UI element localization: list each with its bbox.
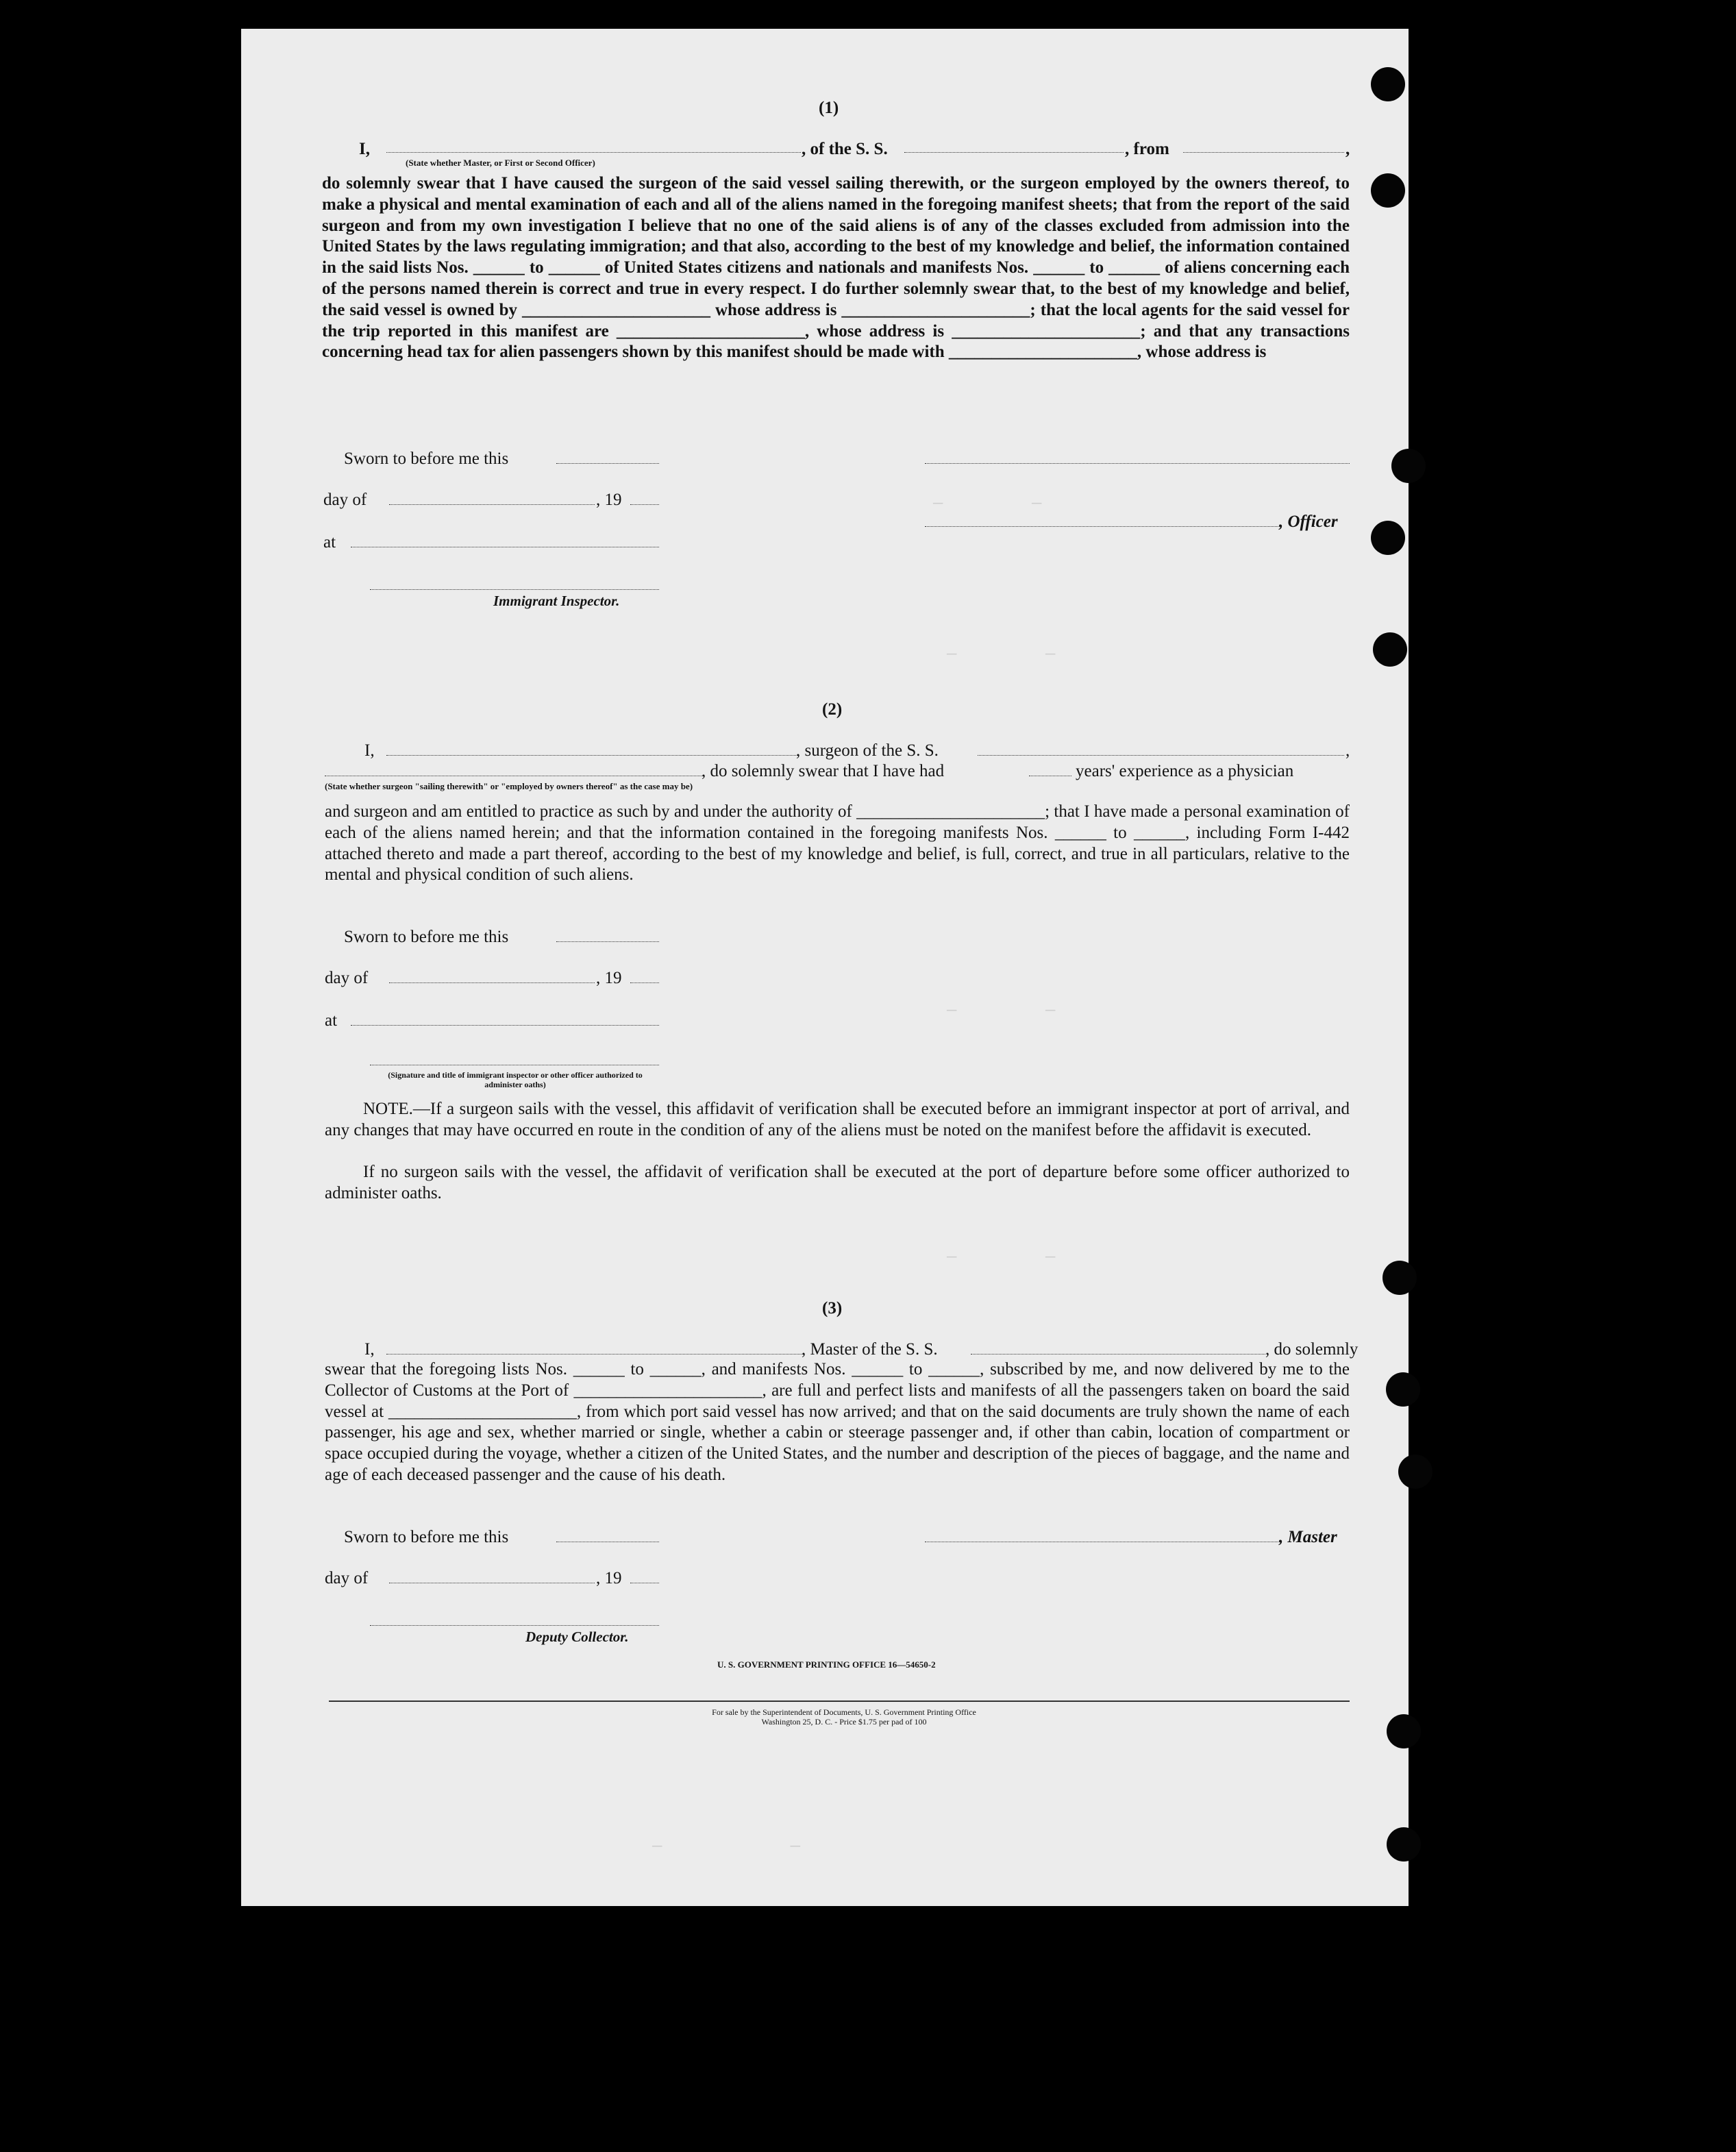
deputy-collector-label: Deputy Collector. — [525, 1629, 629, 1645]
swear-had-label: , do solemnly swear that I have had — [702, 762, 945, 780]
bleed-through-mark: — — — [947, 645, 1056, 664]
section-2-number: (2) — [822, 700, 843, 719]
sworn-day-field-2[interactable] — [556, 941, 659, 942]
year-label-1: , 19 — [596, 491, 622, 509]
sale-notice-line-2: Washington 25, D. C. - Price $1.75 per pad of 100 — [761, 1717, 927, 1727]
officer-signature-field[interactable] — [925, 463, 1350, 464]
year-field-2[interactable] — [630, 982, 659, 983]
affiant-i-label-2: I, — [364, 741, 375, 760]
years-experience-label: years' experience as a physician — [1076, 762, 1294, 780]
punch-hole — [1398, 1455, 1433, 1489]
section-2-oath-text: and surgeon and am entitled to practice as such by and under the authority of ______________________; that I have made a personal examination of each of the aliens named herein; and that the information contained in the foregoing manifests Nos. ______ to ______, including Form I-442 attached thereto and made a part thereof, according to the best of my knowledge and belief, is full, correct, and true in all particulars, relative to the mental and physical condition of such aliens. — [325, 802, 1350, 885]
year-label-3: , 19 — [596, 1569, 622, 1587]
officer-label: , Officer — [1279, 512, 1338, 531]
do-solemnly-label: , do solemnly — [1265, 1340, 1359, 1359]
manifest-back-page — [241, 29, 1409, 1906]
punch-hole — [1387, 1714, 1421, 1748]
note-text-1: —If a surgeon sails with the vessel, this affidavit of verification shall be executed before an immigrant inspector at port of arrival, and any changes that may have occurred en route in the condition of any of the aliens must be noted on the manifest before the affidavit is executed. — [325, 1100, 1350, 1139]
comma: , — [1346, 140, 1350, 158]
punch-hole — [1371, 173, 1405, 208]
punch-hole — [1371, 521, 1405, 555]
gpo-imprint: U. S. GOVERNMENT PRINTING OFFICE 16—54650-2 — [717, 1659, 936, 1670]
from-label: , from — [1125, 140, 1169, 158]
at-place-field-2[interactable] — [351, 1025, 659, 1026]
surgeon-note: (State whether surgeon "sailing therewith" or "employed by owners thereof" as the case may be) — [325, 781, 693, 791]
master-vessel-field[interactable] — [971, 1354, 1265, 1355]
note-paragraph-2: If no surgeon sails with the vessel, the affidavit of verification shall be executed at the port of departure before some officer authorized to administer oaths. — [325, 1163, 1350, 1202]
collector-signature-field[interactable] — [370, 1625, 659, 1626]
day-of-label-1: day of — [323, 491, 367, 509]
master-label: , Master — [1279, 1528, 1337, 1546]
punch-hole — [1382, 1261, 1417, 1295]
master-name-field[interactable] — [386, 1354, 803, 1355]
at-label-1: at — [323, 533, 336, 552]
sworn-label-1: Sworn to before me this — [344, 449, 509, 468]
officer-note: (State whether Master, or First or Second Officer) — [406, 158, 595, 168]
sale-notice-line-1: For sale by the Superintendent of Documents, U. S. Government Printing Office — [712, 1707, 976, 1717]
section-3-number: (3) — [822, 1299, 843, 1318]
punch-hole — [1373, 632, 1407, 667]
bleed-through-mark: — — — [947, 1248, 1056, 1267]
note-paragraph-1 — [325, 1099, 1350, 1141]
bleed-through-mark: — — — [652, 1838, 801, 1856]
bleed-through-mark: — — — [933, 495, 1042, 513]
surgeon-of-ss-label: , surgeon of the S. S. — [796, 741, 939, 760]
comma: , — [1346, 741, 1350, 760]
of-ss-label: , of the S. S. — [802, 140, 888, 158]
immigrant-inspector-label: Immigrant Inspector. — [493, 593, 620, 609]
affiant-i-label-3: I, — [364, 1340, 375, 1359]
at-label-2: at — [325, 1011, 338, 1030]
punch-hole — [1371, 67, 1405, 101]
vessel-name-field[interactable] — [904, 152, 1124, 153]
officer-name-field[interactable] — [386, 152, 801, 153]
surgeon-vessel-field[interactable] — [978, 755, 1344, 756]
punch-hole — [1386, 1372, 1420, 1407]
surgeon-name-field[interactable] — [386, 755, 797, 756]
section-3-oath-text: swear that the foregoing lists Nos. ______ to ______, and manifests Nos. ______ to ______, subscribed by me, and now delivered by me to the Collector of Customs at the Port of ______________________, are full and perfect lists and manifests of all the passengers taken on board the said vessel at ______________________, from which port said vessel has now arrived; and that on the said documents are truly shown the name of each passenger, his age and sex, whether married or single, whether a cabin or steerage passenger and, if other than cabin, location of compartment or space occupied during the voyage, whether a citizen of the United States, and the number and description of the pieces of baggage, and the name and age of each deceased passenger and the cause of his death. — [325, 1360, 1350, 1484]
note-label: NOTE. — [363, 1100, 413, 1118]
punch-hole — [1387, 1827, 1421, 1862]
punch-hole — [1391, 449, 1426, 483]
bleed-through-mark: — — — [947, 1002, 1056, 1020]
month-field-2[interactable] — [389, 982, 595, 983]
footer-rule — [329, 1700, 1350, 1702]
inspector-signature-field[interactable] — [370, 589, 659, 590]
sworn-day-field-1[interactable] — [556, 463, 659, 464]
officer-title-field[interactable] — [925, 526, 1281, 527]
section-1-oath-text: do solemnly swear that I have caused the surgeon of the said vessel sailing therewith, or the surgeon employed by the owners thereof, to make a physical and mental examination of each and all of the aliens named in the foregoing manifest sheets; that from the report of the said surgeon and from my own investigation I believe that no one of the said aliens is of any of the classes excluded from admission into the United States by the laws regulating immigration; and that also, according to the best of my knowledge and belief, the information contained in the said lists Nos. ______ to ______ of United States citizens and nationals and manifests Nos. ______ to ______ of aliens concerning each of the persons named therein is correct and true in every respect. I do further solemnly swear that, to the best of my knowledge and belief, the said vessel is owned by ______________________ whose address is ______________________; that the local agents for the said vessel for the trip reported in this manifest are ______________________, whose address is ______________________; and that any transactions concerning head tax for alien passengers shown by this manifest should be made with ______________________, whose address is — [322, 174, 1350, 362]
affiant-i-label: I, — [359, 140, 370, 158]
section-1-number: (1) — [819, 99, 839, 117]
authorized-officer-note: (Signature and title of immigrant inspector or other officer authorized to administer oaths) — [388, 1070, 643, 1089]
year-label-2: , 19 — [596, 969, 622, 987]
sworn-label-2: Sworn to before me this — [344, 928, 509, 946]
day-of-label-3: day of — [325, 1569, 369, 1587]
month-field-1[interactable] — [389, 504, 595, 505]
sworn-label-3: Sworn to before me this — [344, 1528, 509, 1546]
departure-port-field[interactable] — [1183, 152, 1344, 153]
year-field-1[interactable] — [630, 504, 659, 505]
master-of-ss-label: , Master of the S. S. — [802, 1340, 938, 1359]
day-of-label-2: day of — [325, 969, 369, 987]
